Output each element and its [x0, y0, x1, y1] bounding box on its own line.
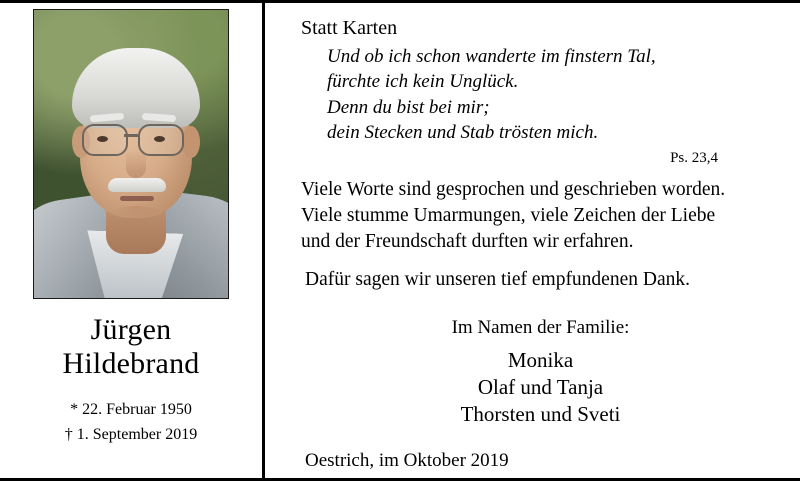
paragraph-line-1: Viele Worte sind gesprochen und geschrieben worden. [301, 178, 726, 200]
left-column [0, 3, 262, 478]
photo-ear-right [182, 126, 200, 158]
birth-date: * 22. Februar 1950 [70, 401, 192, 419]
photo-chin [108, 206, 166, 226]
verse-reference: Ps. 23,4 [670, 149, 718, 166]
name-first: Jürgen [90, 313, 172, 346]
photo-nose [126, 150, 146, 178]
life-dates [65, 398, 197, 448]
message-paragraph [301, 177, 780, 255]
photo-eye-left [97, 136, 108, 142]
paragraph-line-2: Viele stumme Umarmungen, viele Zeichen der Liebe [301, 204, 716, 226]
verse-line-3: Denn du bist bei mir; [327, 96, 490, 118]
right-column [265, 3, 800, 478]
bible-verse [301, 44, 780, 146]
thanks-line: Dafür sagen wir unseren tief empfundenen Dank. [305, 268, 690, 290]
portrait-photo [34, 10, 228, 298]
family-member-3: Thorsten und Sveti [460, 402, 621, 427]
photo-glasses-bridge [124, 134, 138, 137]
death-date: † 1. September 2019 [64, 425, 198, 443]
heading-statt-karten: Statt Karten [301, 17, 398, 39]
family-members [301, 347, 780, 429]
photo-mouth [120, 196, 154, 201]
deceased-name [63, 313, 200, 380]
name-last: Hildebrand [62, 346, 200, 380]
verse-line-1: Und ob ich schon wanderte im finstern Tal, [327, 46, 656, 67]
portrait-frame [33, 9, 229, 299]
family-member-2: Olaf und Tanja [477, 374, 604, 399]
verse-line-2: fürchte ich kein Unglück. [327, 71, 519, 93]
place-and-date: Oestrich, im Oktober 2019 [305, 450, 509, 472]
family-heading: Im Namen der Familie: [451, 316, 630, 338]
paragraph-line-3: und der Freundschaft durften wir erfahren. [301, 230, 634, 252]
photo-eye-right [154, 136, 165, 142]
photo-mustache [108, 178, 166, 192]
family-member-1: Monika [507, 347, 574, 372]
verse-line-4: dein Stecken und Stab trösten mich. [327, 122, 599, 144]
